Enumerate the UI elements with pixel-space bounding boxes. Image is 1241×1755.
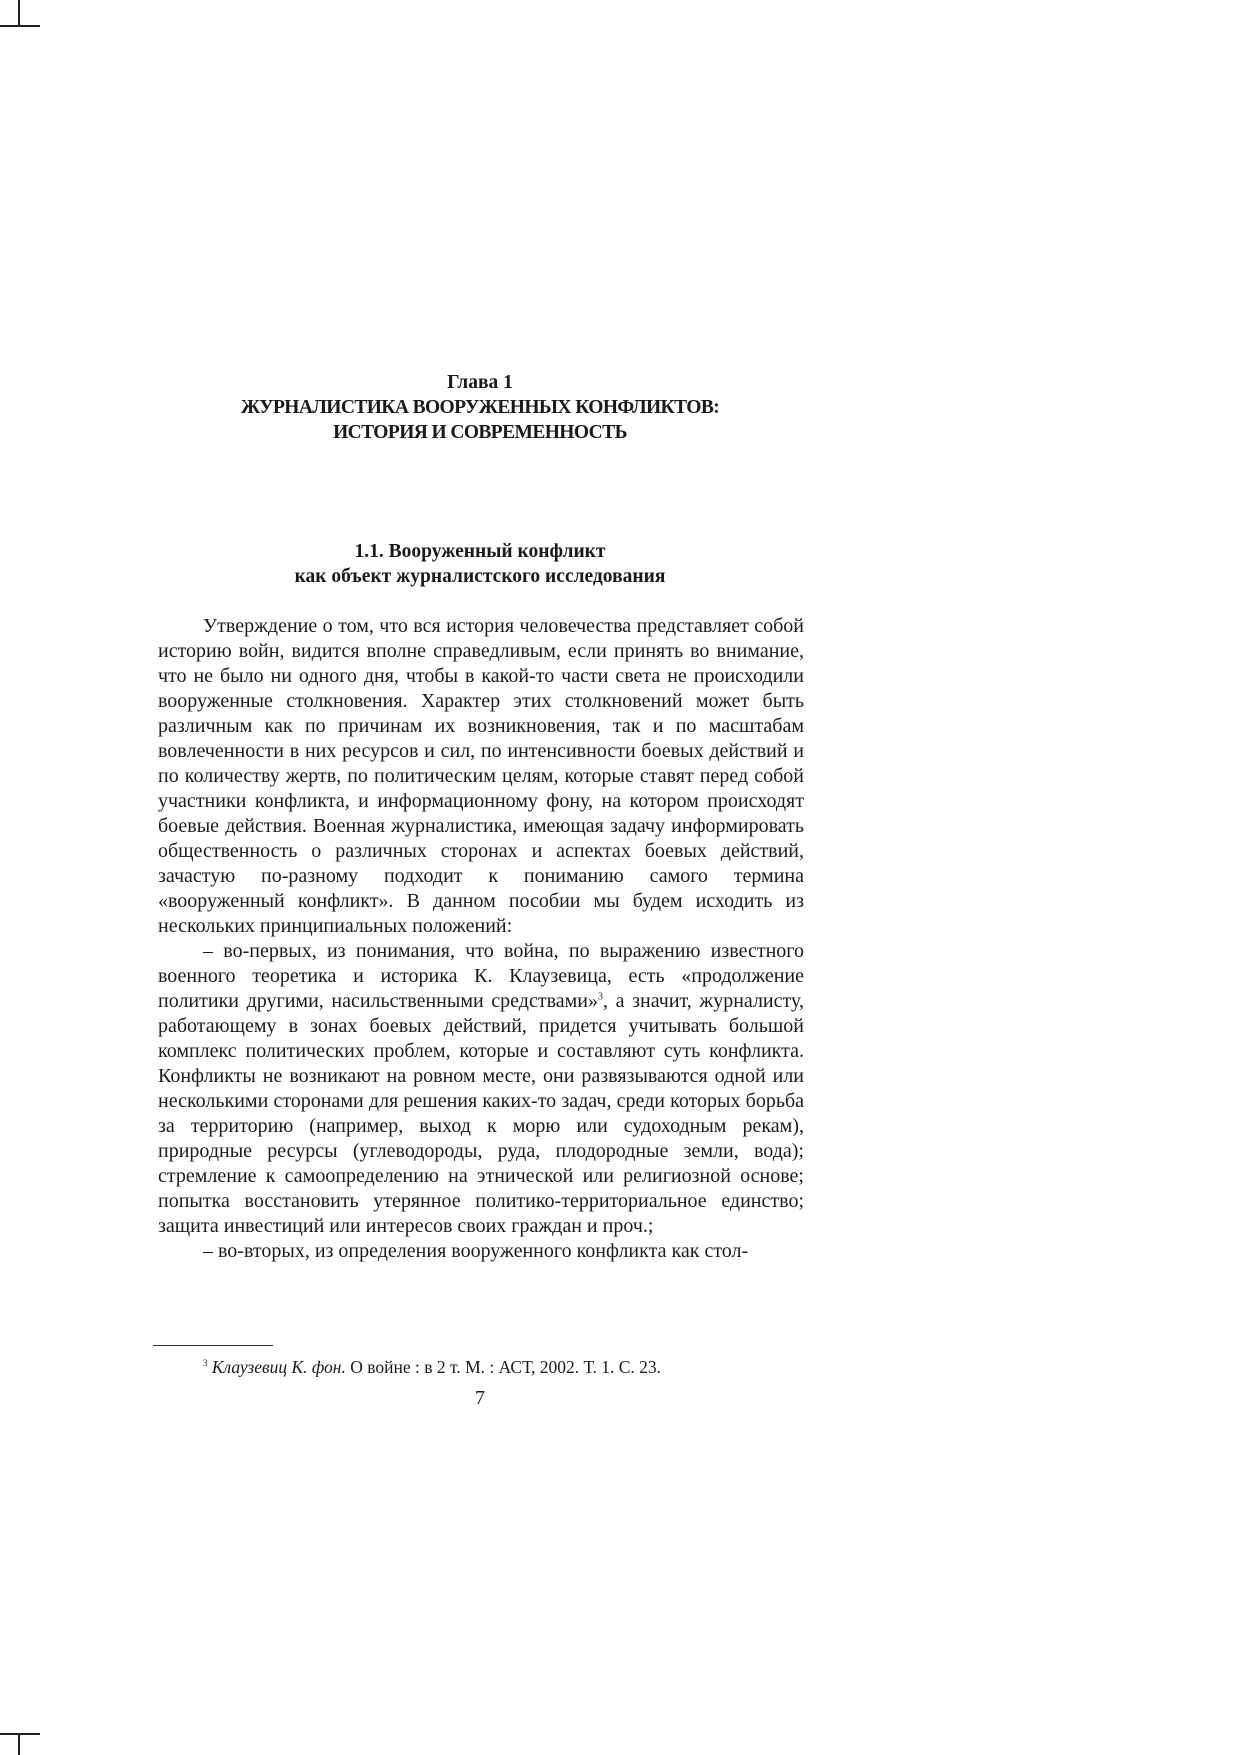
body-text: [158, 614, 804, 1264]
footnote-divider: [153, 1345, 273, 1346]
section-heading: [150, 539, 810, 589]
chapter-heading: [150, 370, 810, 445]
footnote-text: О войне : в 2 т. М. : АСТ, 2002. Т. 1. С. 23.: [345, 1357, 661, 1377]
chapter-title-line-1: ЖУРНАЛИСТИКА ВООРУЖЕННЫХ КОНФЛИКТОВ:: [240, 397, 720, 418]
section-title-line-1: 1.1. Вооруженный конфликт: [354, 541, 606, 562]
chapter-title-line-2: ИСТОРИЯ И СОВРЕМЕННОСТЬ: [333, 422, 627, 443]
chapter-label: Глава 1: [447, 372, 513, 393]
crop-mark-top-left-vertical: [18, 0, 20, 26]
crop-mark-bottom-left-vertical: [18, 1734, 20, 1755]
paragraph-2-part-2: , а значит, журналисту, работающему в зонах боевых действий, придется учитывать большой комплекс политических проблем, которые и составляют суть конфликта. Конфликты не возникают на ровном месте, они развязываются одной или несколькими сторонами для решения каких-то задач, среди которых борьба за территорию (например, выход к морю или судоходным рекам), природные ресурсы (углеводороды, руда, плодородные земли, вода); стремление к самоопределению на этнической или религиозной основе; попытка восстановить утерянное политико-территориальное единство; защита инвестиций или интересов своих граждан и проч.;: [158, 990, 804, 1237]
paragraph-1: Утверждение о том, что вся история человечества представляет собой историю войн, видится вполне справедливым, если принять во внимание, что не было ни одного дня, чтобы в какой-то части света не происходили вооруженные столкновения. Характер этих столкновений может быть различным как по причинам их возникновения, так и по масштабам вовлеченности в них ресурсов и сил, по интенсивности боевых действий и по количеству жертв, по политическим целям, которые ставят перед собой участники конфликта, и информационному фону, на котором происходят боевые действия. Военная журналистика, имеющая задачу информировать общественность о различных сторонах и аспектах боевых действий, зачастую по-разному подходит к пониманию самого термина «вооруженный конфликт». В данном пособии мы будем исходить из нескольких принципиальных положений:: [158, 615, 804, 937]
paragraph-3: – во-вторых, из определения вооруженного конфликта как стол-: [203, 1240, 749, 1262]
paragraph-2: [158, 939, 804, 1239]
section-title-line-2: как объект журналистского исследования: [294, 566, 666, 587]
footnote-author: Клаузевиц К. фон.: [211, 1357, 346, 1377]
footnote-number: 3: [203, 1358, 208, 1369]
footnote: [203, 1356, 843, 1378]
crop-mark-bottom-left-horizontal: [0, 1733, 40, 1735]
footnote-reference[interactable]: 3: [597, 991, 603, 1003]
paragraph-2-part-1: – во-первых, из понимания, что война, по выражению известного военного теоретика и историка К. Клаузевица, есть «продолжение политики другими, насильственными средствами»: [158, 940, 804, 1012]
page-number: 7: [475, 1387, 485, 1409]
crop-mark-top-left-horizontal: [0, 25, 40, 27]
